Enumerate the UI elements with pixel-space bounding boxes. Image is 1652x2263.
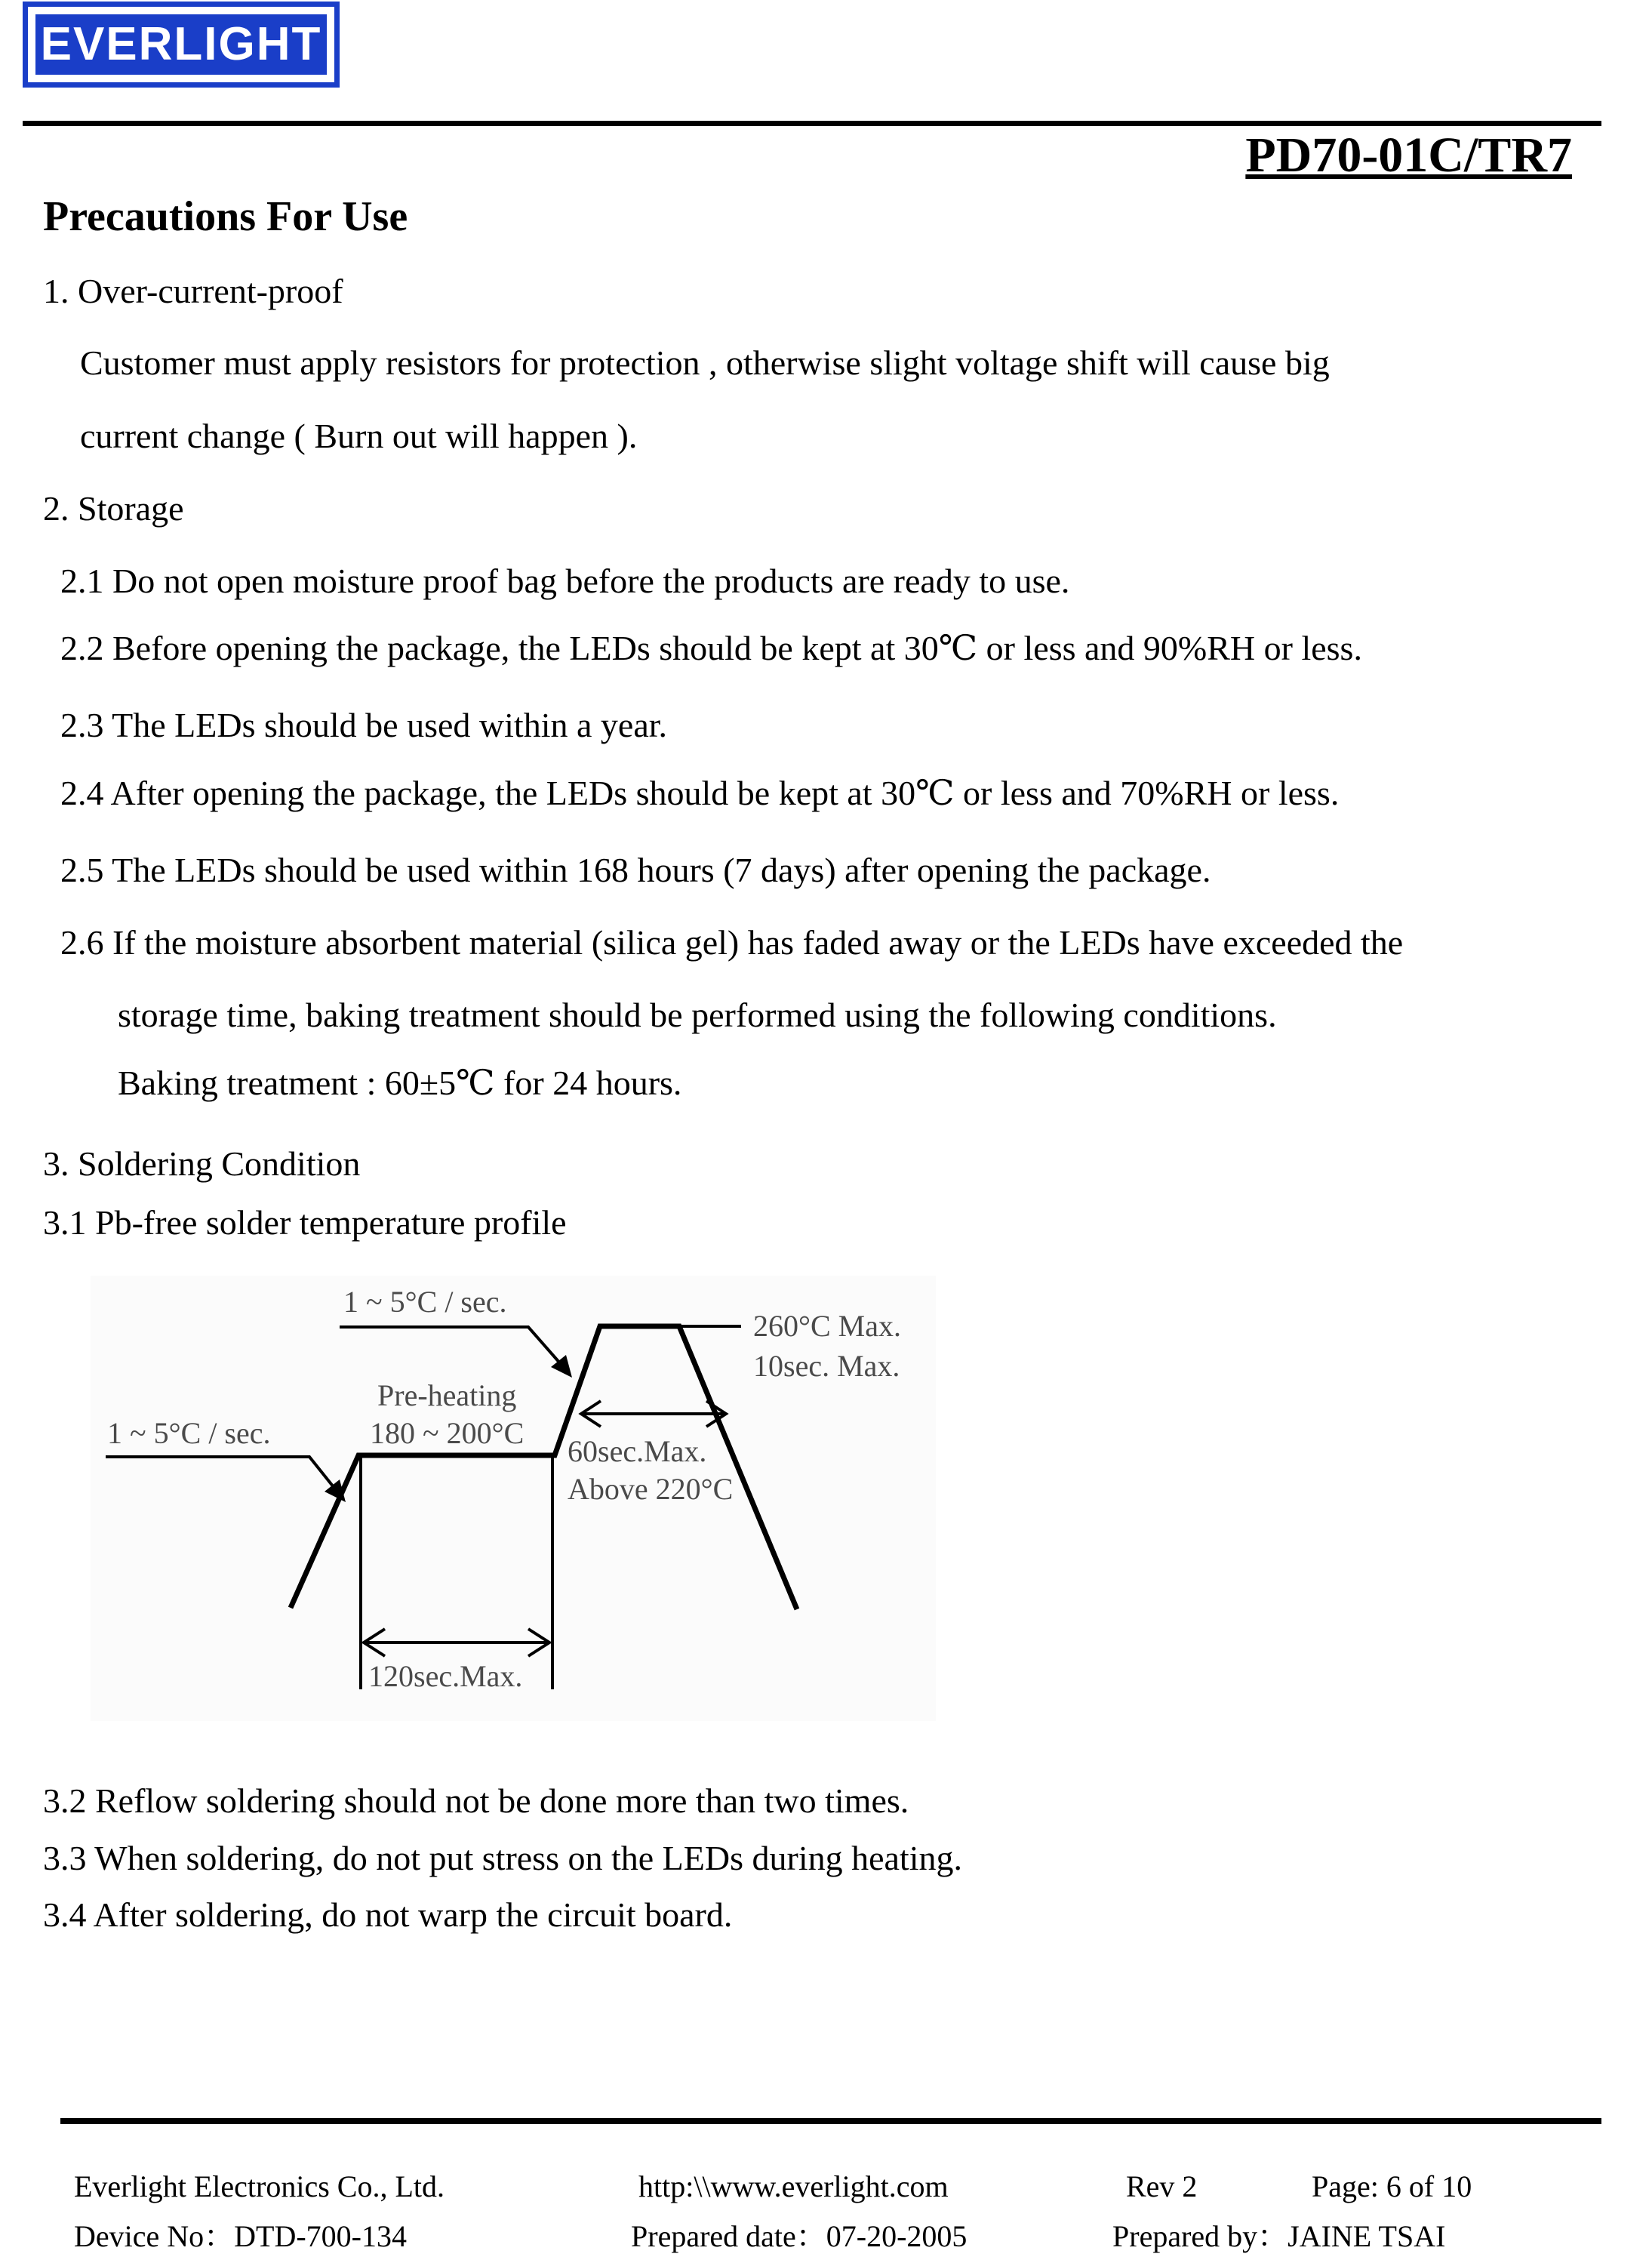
footer-url[interactable]: http:\\www.everlight.com bbox=[638, 2169, 949, 2203]
solder-item-3-1: 3.1 Pb-free solder temperature profile bbox=[43, 1203, 567, 1242]
storage-item-2-4: 2.4 After opening the package, the LEDs should be kept at 30℃ or less and 70%RH or less. bbox=[60, 774, 1340, 812]
solder-temperature-profile-diagram bbox=[91, 1276, 936, 1729]
footer-page: Page: 6 of 10 bbox=[1312, 2169, 1472, 2203]
storage-item-2-6-line1: 2.6 If the moisture absorbent material (silica gel) has faded away or the LEDs have exceeded the bbox=[60, 923, 1404, 962]
storage-item-2-3: 2.3 The LEDs should be used within a year. bbox=[60, 706, 668, 744]
peak-time-label: 10sec. Max. bbox=[753, 1349, 900, 1383]
footer-rev: Rev 2 bbox=[1126, 2169, 1198, 2203]
ramp-rate-label-2: 1 ~ 5°C / sec. bbox=[343, 1285, 507, 1319]
item1-heading: 1. Over-current-proof bbox=[43, 272, 343, 310]
solder-item-3-2: 3.2 Reflow soldering should not be done more than two times. bbox=[43, 1781, 909, 1820]
storage-item-2-1: 2.1 Do not open moisture proof bag before the products are ready to use. bbox=[60, 562, 1070, 600]
footer-prepared-date: Prepared date：07-20-2005 bbox=[631, 2219, 968, 2253]
item2-heading: 2. Storage bbox=[43, 489, 184, 528]
header-rule bbox=[23, 121, 1601, 126]
preheat-range-label: 180 ~ 200°C bbox=[370, 1416, 525, 1450]
above-temp-label: Above 220°C bbox=[568, 1472, 734, 1506]
above-time-label: 60sec.Max. bbox=[568, 1434, 707, 1468]
storage-item-2-6-line2: storage time, baking treatment should be performed using the following conditions. bbox=[118, 996, 1277, 1034]
peak-temp-label: 260°C Max. bbox=[753, 1309, 901, 1343]
storage-item-2-2: 2.2 Before opening the package, the LEDs should be kept at 30℃ or less and 90%RH or less. bbox=[60, 629, 1362, 667]
preheat-label: Pre-heating bbox=[377, 1378, 517, 1412]
solder-item-3-3: 3.3 When soldering, do not put stress on the LEDs during heating. bbox=[43, 1839, 962, 1877]
storage-item-2-5: 2.5 The LEDs should be used within 168 hours (7 days) after opening the package. bbox=[60, 851, 1211, 889]
footer-prepared-by: Prepared by：JAINE TSAI bbox=[1112, 2219, 1446, 2253]
footer-company: Everlight Electronics Co., Ltd. bbox=[74, 2169, 445, 2203]
baking-treatment: Baking treatment : 60±5℃ for 24 hours. bbox=[118, 1064, 682, 1102]
company-logo bbox=[23, 2, 340, 88]
item1-text-line2: current change ( Burn out will happen ). bbox=[80, 417, 638, 455]
item3-heading: 3. Soldering Condition bbox=[43, 1144, 361, 1183]
footer-device-no: Device No：DTD-700-134 bbox=[74, 2219, 407, 2253]
solder-item-3-4: 3.4 After soldering, do not warp the circuit board. bbox=[43, 1895, 733, 1934]
item1-text-line1: Customer must apply resistors for protection , otherwise slight voltage shift will cause big bbox=[80, 343, 1330, 382]
logo-text: EVERLIGHT bbox=[40, 18, 322, 70]
section-title: Precautions For Use bbox=[43, 193, 408, 240]
footer-rule bbox=[60, 2118, 1601, 2124]
preheat-time-label: 120sec.Max. bbox=[368, 1659, 523, 1693]
ramp-rate-label-1: 1 ~ 5°C / sec. bbox=[107, 1416, 271, 1450]
part-number: PD70-01C/TR7 bbox=[1245, 128, 1572, 183]
